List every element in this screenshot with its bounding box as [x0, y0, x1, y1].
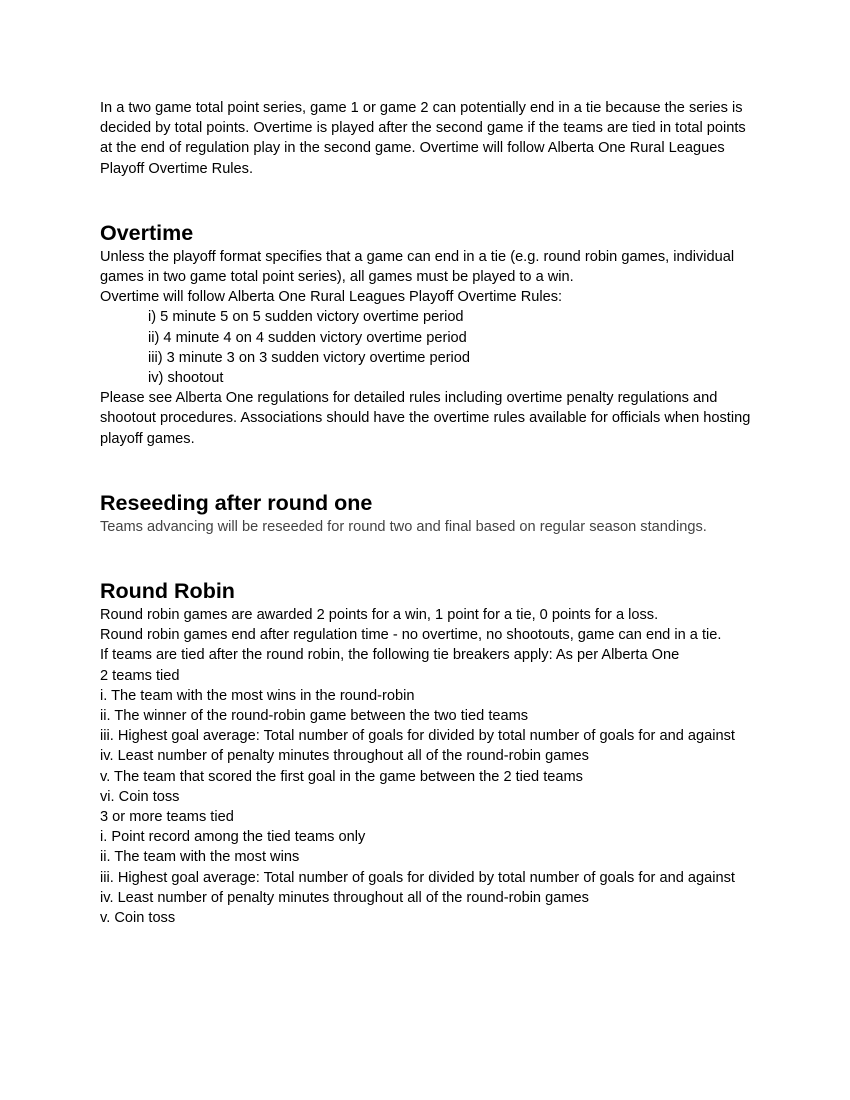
overtime-rule-item: iv) shootout — [148, 370, 224, 387]
reseeding-heading: Reseeding after round one — [100, 490, 373, 515]
overtime-rule-item: ii) 4 minute 4 on 4 sudden victory overtime period — [148, 329, 467, 346]
tie-breaker-item: vi. Coin toss — [100, 788, 180, 805]
round-robin-heading: Round Robin — [100, 579, 235, 604]
overtime-paragraph-1: Unless the playoff format specifies that a game can end in a tie (e.g. round robin games, individual games in two game total point series), all games must be played to a win. — [100, 248, 735, 286]
reseeding-section — [100, 489, 760, 537]
tie-breaker-item: v. Coin toss — [100, 910, 176, 927]
overtime-rule-item: iii) 3 minute 3 on 3 sudden victory overtime period — [148, 349, 471, 366]
round-robin-paragraph-1: Round robin games are awarded 2 points for a win, 1 point for a tie, 0 points for a loss. — [100, 607, 659, 624]
three-teams-tied-label: 3 or more teams tied — [100, 809, 234, 826]
tie-breaker-item: i. Point record among the tied teams only — [100, 829, 366, 846]
tie-breaker-item: ii. The winner of the round-robin game between the two tied teams — [100, 708, 529, 725]
document-page — [100, 98, 760, 928]
overtime-heading: Overtime — [100, 220, 194, 245]
tie-breaker-item: i. The team with the most wins in the round-robin — [100, 687, 415, 704]
tie-breaker-item: iii. Highest goal average: Total number of goals for divided by total number of goals for and against — [100, 869, 735, 886]
round-robin-section — [100, 577, 760, 928]
overtime-paragraph-3: Please see Alberta One regulations for detailed rules including overtime penalty regulations and shootout procedures. Associations should have the overtime rules available for officials when hosting playoff games. — [100, 390, 751, 447]
tie-breaker-item: iv. Least number of penalty minutes throughout all of the round-robin games — [100, 748, 589, 765]
tie-breaker-item: v. The team that scored the first goal in the game between the 2 tied teams — [100, 768, 583, 785]
tie-breaker-item: ii. The team with the most wins — [100, 849, 300, 866]
overtime-paragraph-2: Overtime will follow Alberta One Rural Leagues Playoff Overtime Rules: — [100, 289, 563, 306]
round-robin-paragraph-3: If teams are tied after the round robin, the following tie breakers apply: As per Alberta One — [100, 647, 680, 664]
tie-breaker-item: iv. Least number of penalty minutes throughout all of the round-robin games — [100, 889, 589, 906]
overtime-rule-item: i) 5 minute 5 on 5 sudden victory overtime period — [148, 309, 464, 326]
reseeding-paragraph: Teams advancing will be reseeded for round two and final based on regular season standings. — [100, 518, 707, 535]
tie-breaker-item: iii. Highest goal average: Total number of goals for divided by total number of goals for and against — [100, 728, 735, 745]
round-robin-paragraph-2: Round robin games end after regulation time - no overtime, no shootouts, game can end in a tie. — [100, 627, 722, 644]
two-teams-tied-label: 2 teams tied — [100, 667, 180, 684]
intro-paragraph: In a two game total point series, game 1 or game 2 can potentially end in a tie because the series is decided by total points. Overtime is played after the second game if the teams are tied in total points at the end of regulation play in the second game. Overtime will follow Alberta One Rural Leagues Playoff Overtime Rules. — [100, 100, 746, 177]
overtime-section — [100, 219, 760, 449]
